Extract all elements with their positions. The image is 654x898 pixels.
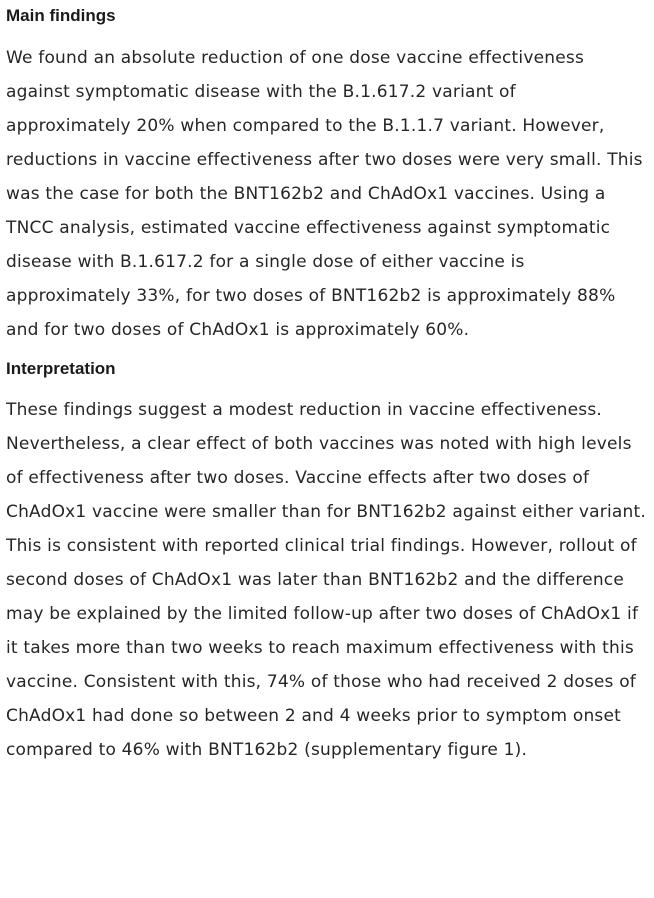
interpretation-paragraph: These findings suggest a modest reduction in vaccine effectiveness. Nevertheless, a clear effect of both vaccines was noted with high levels of effectiveness after two doses. Vaccine effects after two doses of ChAdOx1 vaccine were smaller than for BNT162b2 against either variant. This is consistent with reported clinical trial findings. However, rollout of second doses of ChAdOx1 was later than BNT162b2 and the difference may be explained by the limited follow-up after two doses of ChAdOx1 if it takes more than two weeks to reach maximum effectiveness with this vaccine. Consistent with this, 74% of those who had received 2 doses of ChAdOx1 had done so between 2 and 4 weeks prior to symptom onset compared to 46% with BNT162b2 (supplementary figure 1).: [6, 400, 646, 760]
main-findings-paragraph: We found an absolute reduction of one dose vaccine effectiveness against symptomatic disease with the B.1.617.2 variant of approximately 20% when compared to the B.1.1.7 variant. However, reductions in vaccine effectiveness after two doses were very small. This was the case for both the BNT162b2 and ChAdOx1 vaccines. Using a TNCC analysis, estimated vaccine effectiveness against symptomatic disease with B.1.617.2 for a single dose of either vaccine is approximately 33%, for two doses of BNT162b2 is approximately 88% and for two doses of ChAdOx1 is approximately 60%.: [6, 48, 643, 340]
interpretation-section: [6, 359, 646, 767]
main-findings-heading: Main findings: [6, 6, 116, 25]
interpretation-heading: Interpretation: [6, 359, 116, 378]
main-findings-section: [6, 0, 646, 347]
